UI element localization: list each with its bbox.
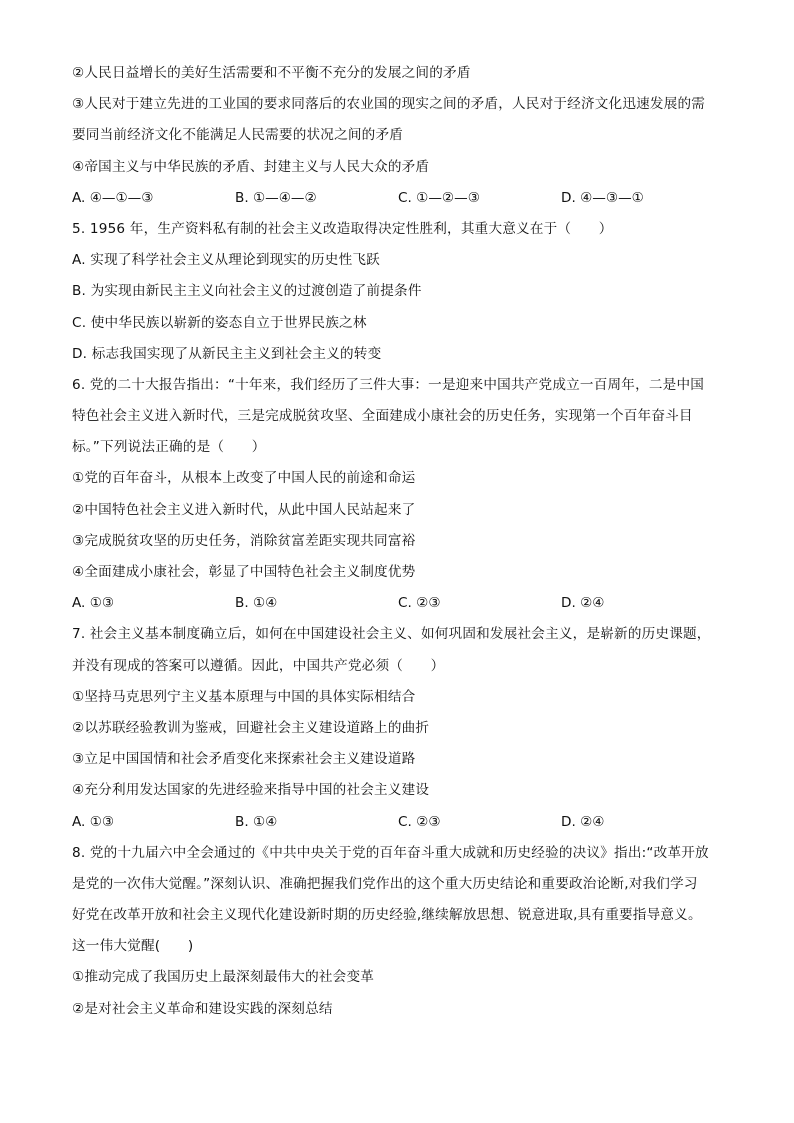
q8-stem-line-2: 是党的一次伟大觉醒。”深刻认识、准确把握我们党作出的这个重大历史结论和重要政治论断,对我们学习 [72, 875, 698, 892]
q6-option-b[interactable]: B. ①④ [235, 595, 278, 612]
q7-item-1: ①坚持马克思列宁主义基本原理与中国的具体实际相结合 [72, 688, 416, 705]
q4-item-3-line-2: 要同当前经济文化不能满足人民需要的状况之间的矛盾 [72, 127, 404, 144]
q6-options [72, 593, 732, 614]
q6-option-d[interactable]: D. ②④ [561, 595, 605, 612]
q6-option-a[interactable]: A. ①③ [72, 595, 115, 612]
q4-item-3-line-1: ③人民对于建立先进的工业国的要求同落后的农业国的现实之间的矛盾，人民对于经济文化迅速发展的需 [72, 96, 706, 113]
q7-item-4: ④充分利用发达国家的先进经验来指导中国的社会主义建设 [72, 782, 430, 799]
q5-choice-c[interactable]: C. 使中华民族以崭新的姿态自立于世界民族之林 [72, 314, 367, 331]
q7-stem-line-2: 并没有现成的答案可以遵循。因此，中国共产党必须（ ） [72, 657, 445, 674]
q7-item-2: ②以苏联经验教训为鉴戒，回避社会主义建设道路上的曲折 [72, 719, 430, 736]
question-7 [72, 624, 732, 832]
q8-item-1: ①推动完成了我国历史上最深刻最伟大的社会变革 [72, 969, 375, 986]
q7-option-a[interactable]: A. ①③ [72, 813, 115, 830]
q7-option-c[interactable]: C. ②③ [398, 813, 441, 830]
q7-stem-line-1: 7. 社会主义基本制度确立后，如何在中国建设社会主义、如何巩固和发展社会主义，是崭新的历史课题， [72, 626, 711, 643]
q6-item-3: ③完成脱贫攻坚的历史任务，消除贫富差距实现共同富裕 [72, 532, 416, 549]
q6-item-2: ②中国特色社会主义进入新时代，从此中国人民站起来了 [72, 501, 416, 518]
question-5 [72, 219, 732, 365]
q4-option-a[interactable]: A. ④—①—③ [72, 189, 154, 206]
q8-stem-line-4: 这一伟大觉醒( ) [72, 938, 194, 955]
q7-option-b[interactable]: B. ①④ [235, 813, 278, 830]
q8-item-2: ②是对社会主义革命和建设实践的深刻总结 [72, 1000, 333, 1017]
q4-option-d[interactable]: D. ④—③—① [561, 189, 644, 206]
q6-stem-line-1: 6. 党的二十大报告指出：“十年来，我们经历了三件大事：一是迎来中国共产党成立一百周年，二是中国 [72, 376, 705, 393]
q4-options [72, 188, 732, 209]
q4-option-b[interactable]: B. ①—④—② [235, 189, 317, 206]
q5-choice-b[interactable]: B. 为实现由新民主主义向社会主义的过渡创造了前提条件 [72, 283, 422, 300]
q7-option-d[interactable]: D. ②④ [561, 813, 605, 830]
q4-option-c[interactable]: C. ①—②—③ [398, 189, 480, 206]
question-8 [72, 843, 732, 1020]
q5-choice-d[interactable]: D. 标志我国实现了从新民主主义到社会主义的转变 [72, 345, 382, 362]
exam-page [72, 63, 732, 1030]
question-4-continued [72, 63, 732, 209]
q4-item-2: ②人民日益增长的美好生活需要和不平衡不充分的发展之间的矛盾 [72, 65, 471, 81]
q6-stem-line-3: 标。”下列说法正确的是（ ） [72, 439, 266, 456]
q4-item-4: ④帝国主义与中华民族的矛盾、封建主义与人民大众的矛盾 [72, 158, 430, 175]
q5-choice-a[interactable]: A. 实现了科学社会主义从理论到现实的历史性飞跃 [72, 252, 380, 269]
q8-stem-line-3: 好党在改革开放和社会主义现代化建设新时期的历史经验,继续解放思想、锐意进取,具有重要指导意义。 [72, 907, 702, 924]
q8-stem-line-1: 8. 党的十九届六中全会通过的《中共中央关于党的百年奋斗重大成就和历史经验的决议》指出:“改革开放 [72, 844, 709, 861]
q6-item-4: ④全面建成小康社会，彰显了中国特色社会主义制度优势 [72, 564, 416, 580]
q6-option-c[interactable]: C. ②③ [398, 595, 441, 612]
q7-item-3: ③立足中国国情和社会矛盾变化来探索社会主义建设道路 [72, 751, 416, 768]
q6-stem-line-2: 特色社会主义进入新时代，三是完成脱贫攻坚、全面建成小康社会的历史任务，实现第一个百年奋斗目 [72, 408, 693, 425]
question-6 [72, 375, 732, 614]
q6-item-1: ①党的百年奋斗，从根本上改变了中国人民的前途和命运 [72, 470, 416, 487]
q7-options [72, 812, 732, 833]
q5-stem: 5. 1956 年，生产资料私有制的社会主义改造取得决定性胜利，其重大意义在于（ ） [72, 220, 613, 237]
